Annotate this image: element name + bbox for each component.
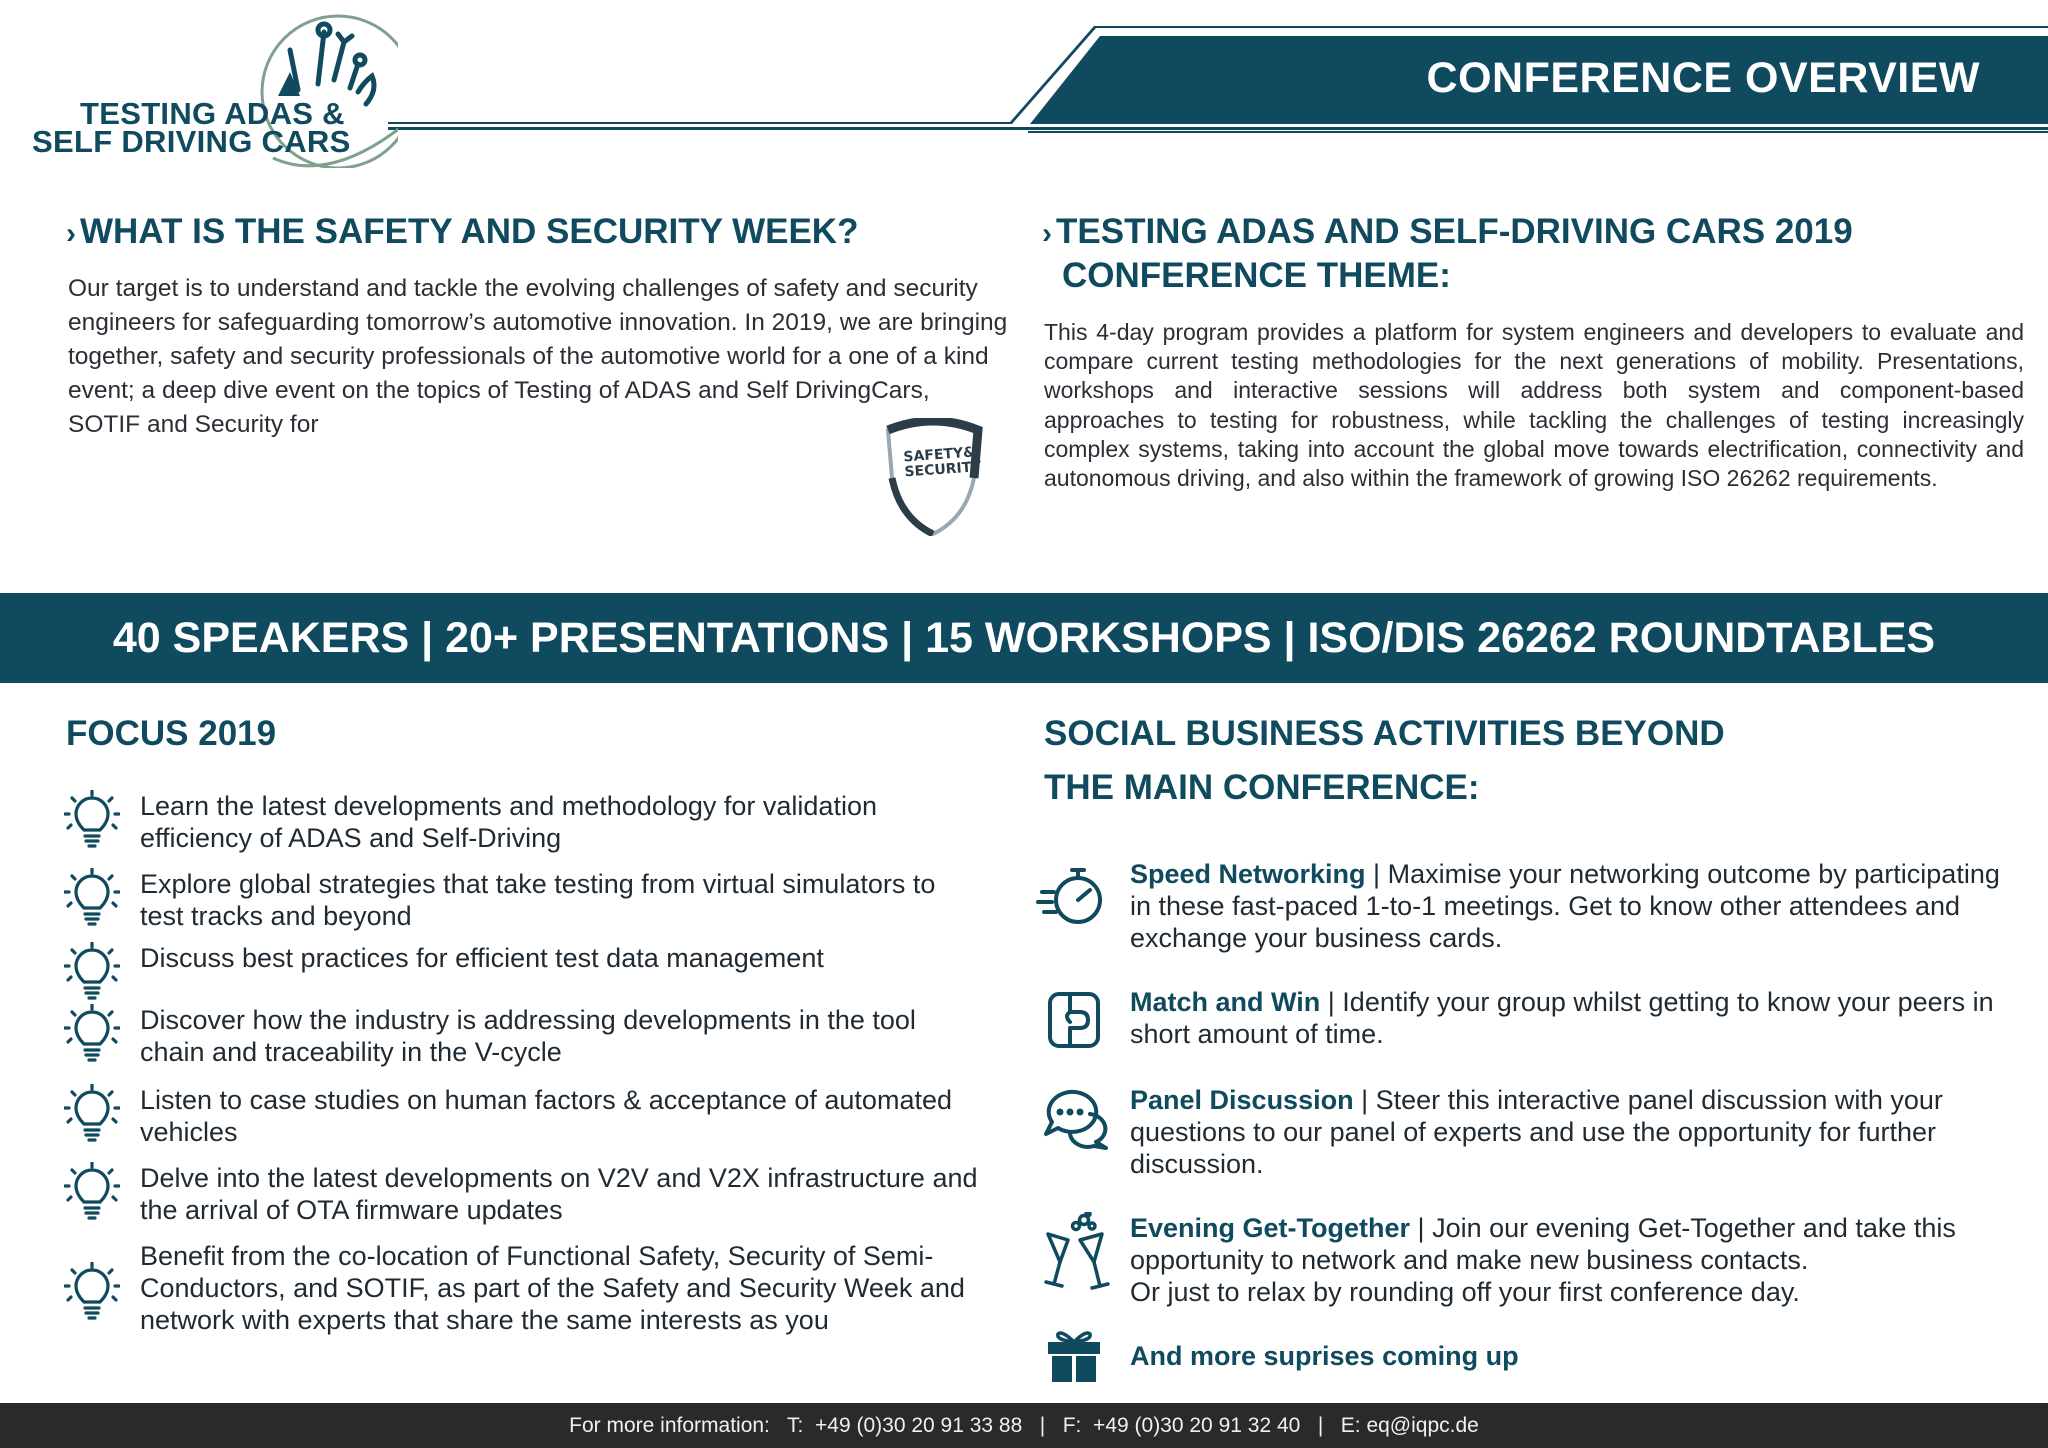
theme-heading-line1: › TESTING ADAS AND SELF-DRIVING CARS 2019 <box>1042 212 1853 251</box>
social-heading-line2: THE MAIN CONFERENCE: <box>1044 768 1480 807</box>
safety-week-body: Our target is to understand and tackle the evolving challenges of safety and security engineers for safeguarding tomorrow’s automotive innovation. In 2019, we are bringing together, safety and security professionals of the automotive world for a one of a kind event; a deep dive event on the topics of Testing of ADAS and Self DrivingCars, SOTIF and Security for <box>68 275 1008 438</box>
lightbulb-icon <box>64 1084 120 1146</box>
chevron-icon: › <box>66 217 76 250</box>
lightbulb-icon <box>64 1162 120 1224</box>
shield-label: SAFETY& SECURITY <box>902 444 982 481</box>
lightbulb-icon <box>64 1262 120 1324</box>
activity-desc: Join our evening Get-Together and take this opportunity to network and make new business contacts. <box>1130 1213 1956 1275</box>
footer-contact: For more information: T: +49 (0)30 20 91 33 88 | F: +49 (0)30 20 91 32 40 | E: eq@iqpc.de <box>0 1403 2048 1448</box>
focus-item-text: Discover how the industry is addressing developments in the tool chain and traceability in the V-cycle <box>140 1005 916 1067</box>
theme-body: This 4-day program provides a platform for system engineers and developers to evaluate and compare current testing methodologies for the next generations of mobility. Presentations, workshops and interactive sessions will address both system and component-based approaches to testing for robustness, while tackling the challenges of testing increasingly complex systems, taking into account the global move towards electrification, connectivity and autonomous driving, and also within the framework of growing ISO 26262 requirements. <box>1044 319 2024 492</box>
logo-text-line1: TESTING ADAS & <box>80 96 345 131</box>
chat-bubbles-icon <box>1040 1084 1112 1156</box>
chevron-icon: › <box>1042 217 1052 250</box>
focus-item-text: Listen to case studies on human factors & acceptance of automated vehicles <box>140 1085 952 1147</box>
activity-desc-extra: Or just to relax by rounding off your first conference day. <box>1130 1277 1800 1307</box>
social-heading-line1: SOCIAL BUSINESS ACTIVITIES BEYOND <box>1044 714 1725 753</box>
focus-heading: FOCUS 2019 <box>66 714 277 753</box>
activity-name: Evening Get-Together <box>1130 1213 1411 1243</box>
activity-desc: Identify your group whilst getting to know your peers in short amount of time. <box>1130 987 1994 1049</box>
lightbulb-icon <box>64 1004 120 1066</box>
activity-desc: Maximise your networking outcome by participating in these fast-paced 1-to-1 meetings. Get to know other attendees and exchange your business cards. <box>1130 859 2000 953</box>
logo-text-line2: SELF DRIVING CARS <box>32 124 351 159</box>
gift-icon <box>1046 1328 1102 1384</box>
activity-desc: Steer this interactive panel discussion with your questions to our panel of experts and use the opportunity for further discussion. <box>1130 1085 1943 1179</box>
puzzle-icon <box>1040 986 1112 1058</box>
activity-name: And more suprises coming up <box>1130 1341 1519 1371</box>
focus-item-text: Delve into the latest developments on V2V and V2X infrastructure and the arrival of OTA firmware updates <box>140 1163 978 1225</box>
theme-heading-line2: CONFERENCE THEME: <box>1062 256 1451 295</box>
lightbulb-icon <box>64 942 120 1004</box>
activity-name: Match and Win <box>1130 987 1321 1017</box>
stopwatch-icon <box>1036 858 1108 930</box>
focus-item-text: Benefit from the co-location of Functional Safety, Security of Semi-Conductors, and SOTIF, as part of the Safety and Security Week and network with experts that share the same interests as you <box>140 1241 965 1335</box>
conference-logo <box>28 8 398 168</box>
stats-banner: 40 SPEAKERS | 20+ PRESENTATIONS | 15 WORKSHOPS | ISO/DIS 26262 ROUNDTABLES <box>0 593 2048 683</box>
focus-item-text: Discuss best practices for efficient test data management <box>140 943 824 973</box>
champagne-glasses-icon <box>1040 1212 1116 1298</box>
activity-name: Speed Networking <box>1130 859 1366 889</box>
page-title: CONFERENCE OVERVIEW <box>1426 54 1980 102</box>
lightbulb-icon <box>64 868 120 930</box>
lightbulb-icon <box>64 790 120 852</box>
activity-name: Panel Discussion <box>1130 1085 1354 1115</box>
focus-item-text: Learn the latest developments and methodology for validation efficiency of ADAS and Self-Driving <box>140 791 877 853</box>
focus-item-text: Explore global strategies that take testing from virtual simulators to test tracks and beyond <box>140 869 936 931</box>
safety-week-heading: › WHAT IS THE SAFETY AND SECURITY WEEK? <box>66 212 859 251</box>
